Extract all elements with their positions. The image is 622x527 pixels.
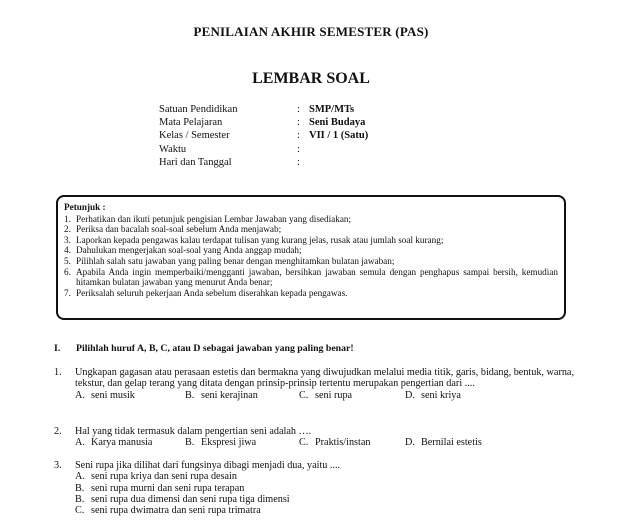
instruction-number: 5. [64, 255, 71, 266]
option-letter: D. [405, 437, 415, 449]
option-text: Karya manusia [91, 437, 153, 449]
exam-info-table [159, 103, 368, 169]
section-heading [54, 343, 354, 354]
info-value: Seni Budaya [309, 117, 366, 129]
answer-options [75, 390, 574, 401]
instruction-number: 4. [64, 245, 71, 256]
info-colon: : [297, 130, 300, 142]
instruction-text: Pilihlah salah satu jawaban yang paling benar dengan menghitamkan bulatan jawaban; [76, 255, 395, 266]
instruction-text: Perhatikan dan ikuti petunjuk pengisian Lembar Jawaban yang disediakan; [76, 213, 352, 224]
info-label: Satuan Pendidikan [159, 104, 238, 115]
option-text: seni kriya [421, 389, 461, 401]
instruction-text: Apabila Anda ingin memperbaiki/mengganti jawaban, bersihkan jawaban semula dengan penghapus sampai bersih, kemudian hitamkan bulatan jawaban yang menurut Anda benar; [76, 266, 558, 288]
instructions-title: Petunjuk : [64, 202, 106, 212]
question-number: 1. [54, 367, 62, 378]
answer-option-b[interactable] [185, 390, 299, 401]
info-colon: : [297, 117, 300, 129]
option-text: seni kerajinan [201, 389, 258, 401]
option-text: Ekspresi jiwa [201, 437, 257, 449]
info-row [159, 156, 368, 169]
question-text: Hal yang tidak termasuk dalam pengertian seni adalah …. [75, 426, 312, 437]
question-text: Ungkapan gagasan atau perasaan estetis dan bermakna yang diwujudkan melalui media titik, garis, bidang, bentuk, warna, tekstur, dan gelap terang yang ditata dengan prinsip-prinsip tertentu merupakan pengertian dari .... [75, 367, 574, 390]
question-2 [54, 426, 574, 449]
info-row [159, 129, 368, 142]
answer-option-c[interactable] [299, 437, 405, 448]
info-row [159, 103, 368, 116]
instruction-text: Laporkan kepada pengawas kalau terdapat tulisan yang kurang jelas, rusak atau jumlah soal kurang; [76, 234, 444, 245]
instruction-number: 6. [64, 266, 71, 277]
info-value: SMP/MTs [309, 104, 355, 115]
instruction-text: Dahulukan mengerjakan soal-soal yang Anda anggap mudah; [76, 245, 302, 256]
question-3 [54, 460, 574, 516]
answer-option-b[interactable] [185, 437, 299, 448]
instruction-number: 2. [64, 224, 71, 235]
option-text: seni rupa murni dan seni rupa terapan [91, 482, 245, 494]
option-text: seni rupa dwimatra dan seni rupa trimatra [91, 505, 261, 517]
option-text: seni rupa kriya dan seni rupa desain [91, 471, 237, 483]
info-value: VII / 1 (Satu) [309, 130, 369, 142]
info-label: Hari dan Tanggal [159, 156, 232, 168]
section-number: I. [54, 343, 61, 354]
instruction-item [64, 267, 558, 288]
instruction-number: 7. [64, 287, 71, 298]
option-letter: C. [299, 389, 309, 401]
instruction-item [64, 224, 558, 235]
answer-option-b[interactable] [75, 483, 574, 494]
option-letter: B. [75, 493, 85, 505]
option-letter: B. [185, 437, 195, 449]
answer-option-b2[interactable] [75, 494, 574, 505]
option-text: Praktis/instan [315, 437, 371, 449]
option-letter: A. [75, 471, 85, 483]
instruction-text: Periksalah seluruh pekerjaan Anda sebelum diserahkan kepada pengawas. [76, 287, 348, 298]
sheet-title: LEMBAR SOAL [252, 70, 370, 87]
instruction-item [64, 235, 558, 246]
instruction-item [64, 288, 558, 299]
question-text: Seni rupa jika dilihat dari fungsinya dibagi menjadi dua, yaitu .... [75, 460, 341, 471]
option-letter: C. [299, 437, 309, 449]
instruction-text: Periksa dan bacalah soal-soal sebelum Anda menjawab; [76, 224, 282, 235]
option-text: seni musik [91, 389, 135, 401]
answer-option-a[interactable] [75, 390, 185, 401]
instructions-box [56, 195, 566, 320]
option-letter: B. [185, 389, 195, 401]
instruction-number: 3. [64, 234, 71, 245]
question-number: 3. [54, 460, 62, 471]
option-letter: B. [75, 482, 85, 494]
option-letter: C. [75, 505, 85, 517]
instruction-item [64, 256, 558, 267]
instruction-item [64, 214, 558, 225]
question-1 [54, 367, 574, 401]
info-label: Waktu [159, 143, 187, 155]
section-title: Pilihlah huruf A, B, C, atau D sebagai jawaban yang paling benar! [76, 343, 354, 354]
info-label: Kelas / Semester [159, 130, 230, 142]
answer-option-d[interactable] [405, 437, 482, 448]
answer-option-c[interactable] [299, 390, 405, 401]
option-letter: A. [75, 437, 85, 449]
option-text: seni rupa dua dimensi dan seni rupa tiga dimensi [91, 493, 290, 505]
exam-title: PENILAIAN AKHIR SEMESTER (PAS) [193, 24, 429, 39]
info-row [159, 143, 368, 156]
info-row [159, 116, 368, 129]
answer-option-d[interactable] [405, 390, 461, 401]
info-label: Mata Pelajaran [159, 117, 223, 129]
instruction-number: 1. [64, 213, 71, 224]
answer-options [75, 471, 574, 516]
info-colon: : [297, 156, 300, 168]
option-letter: D. [405, 389, 415, 401]
question-number: 2. [54, 426, 62, 437]
info-colon: : [297, 104, 300, 115]
answer-option-a[interactable] [75, 437, 185, 448]
option-text: seni rupa [315, 389, 353, 401]
option-text: Bernilai estetis [421, 437, 482, 449]
answer-option-c[interactable] [75, 505, 574, 516]
instruction-item [64, 245, 558, 256]
answer-options [75, 437, 574, 448]
answer-option-a[interactable] [75, 471, 574, 482]
option-letter: A. [75, 389, 85, 401]
info-colon: : [297, 143, 300, 155]
